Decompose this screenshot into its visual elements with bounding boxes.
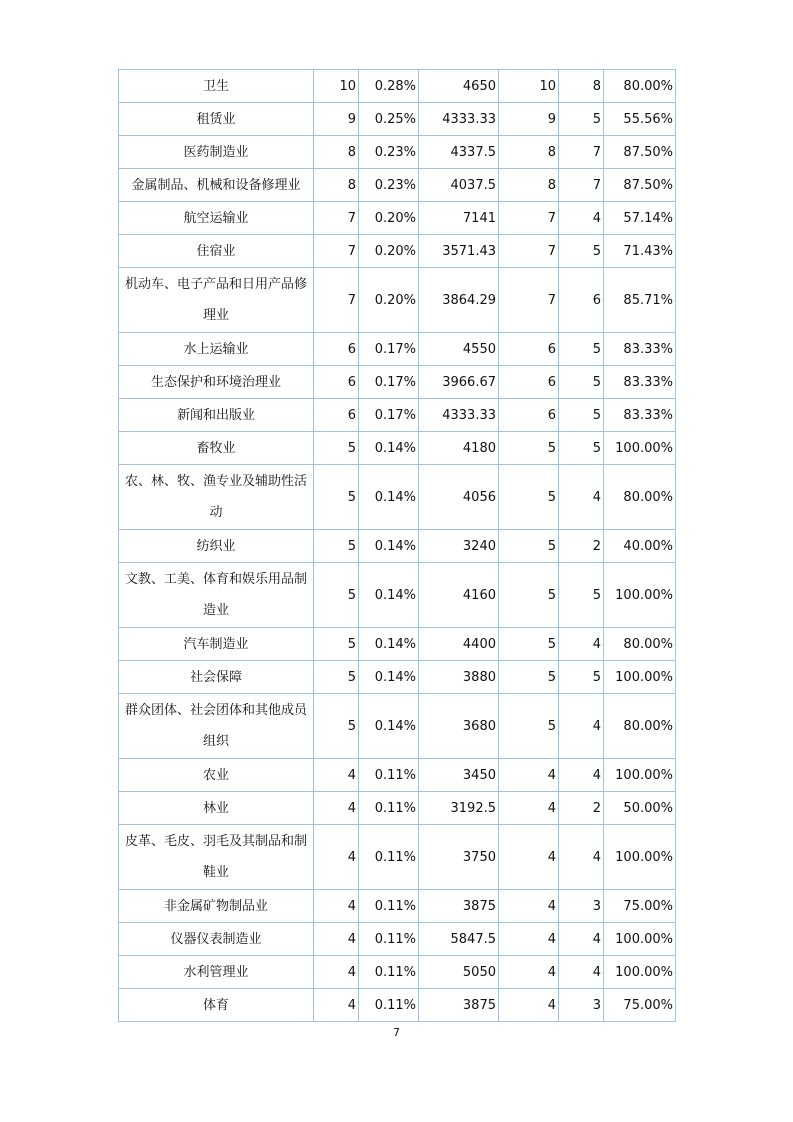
average-cell: 4160 <box>419 563 499 628</box>
n1-cell: 4 <box>499 989 559 1022</box>
share-cell: 0.17% <box>359 366 419 399</box>
share-cell: 0.14% <box>359 694 419 759</box>
table-row <box>119 628 676 661</box>
n2-cell: 2 <box>559 792 604 825</box>
n1-cell: 5 <box>499 661 559 694</box>
count-cell: 5 <box>314 530 359 563</box>
n1-cell: 5 <box>499 530 559 563</box>
industry-cell: 群众团体、社会团体和其他成员组织 <box>119 694 314 759</box>
rate-cell: 87.50% <box>604 136 676 169</box>
rate-cell: 80.00% <box>604 70 676 103</box>
rate-cell: 100.00% <box>604 661 676 694</box>
industry-cell: 新闻和出版业 <box>119 399 314 432</box>
industry-cell: 非金属矿物制品业 <box>119 890 314 923</box>
industry-cell: 文教、工美、体育和娱乐用品制造业 <box>119 563 314 628</box>
count-cell: 4 <box>314 890 359 923</box>
rate-cell: 50.00% <box>604 792 676 825</box>
share-cell: 0.11% <box>359 956 419 989</box>
n2-cell: 4 <box>559 628 604 661</box>
average-cell: 5847.5 <box>419 923 499 956</box>
table-row <box>119 989 676 1022</box>
average-cell: 4333.33 <box>419 399 499 432</box>
average-cell: 3875 <box>419 890 499 923</box>
n2-cell: 7 <box>559 169 604 202</box>
rate-cell: 57.14% <box>604 202 676 235</box>
share-cell: 0.11% <box>359 923 419 956</box>
average-cell: 3880 <box>419 661 499 694</box>
count-cell: 7 <box>314 235 359 268</box>
n2-cell: 5 <box>559 333 604 366</box>
n1-cell: 4 <box>499 759 559 792</box>
count-cell: 6 <box>314 333 359 366</box>
table-row <box>119 792 676 825</box>
average-cell: 3571.43 <box>419 235 499 268</box>
table-row <box>119 825 676 890</box>
share-cell: 0.14% <box>359 628 419 661</box>
n2-cell: 4 <box>559 694 604 759</box>
n2-cell: 4 <box>559 465 604 530</box>
industry-cell: 卫生 <box>119 70 314 103</box>
share-cell: 0.17% <box>359 333 419 366</box>
industry-cell: 社会保障 <box>119 661 314 694</box>
share-cell: 0.20% <box>359 235 419 268</box>
count-cell: 6 <box>314 366 359 399</box>
share-cell: 0.20% <box>359 268 419 333</box>
average-cell: 4037.5 <box>419 169 499 202</box>
count-cell: 5 <box>314 661 359 694</box>
table-row <box>119 890 676 923</box>
share-cell: 0.11% <box>359 759 419 792</box>
average-cell: 5050 <box>419 956 499 989</box>
n2-cell: 4 <box>559 825 604 890</box>
rate-cell: 100.00% <box>604 956 676 989</box>
industry-cell: 金属制品、机械和设备修理业 <box>119 169 314 202</box>
n1-cell: 4 <box>499 923 559 956</box>
rate-cell: 100.00% <box>604 563 676 628</box>
count-cell: 8 <box>314 136 359 169</box>
n1-cell: 5 <box>499 628 559 661</box>
n1-cell: 6 <box>499 366 559 399</box>
share-cell: 0.25% <box>359 103 419 136</box>
n2-cell: 5 <box>559 661 604 694</box>
average-cell: 4400 <box>419 628 499 661</box>
share-cell: 0.17% <box>359 399 419 432</box>
n1-cell: 8 <box>499 169 559 202</box>
industry-table <box>118 69 676 1022</box>
share-cell: 0.14% <box>359 465 419 530</box>
n1-cell: 9 <box>499 103 559 136</box>
industry-cell: 航空运输业 <box>119 202 314 235</box>
share-cell: 0.23% <box>359 169 419 202</box>
n1-cell: 4 <box>499 792 559 825</box>
table-row <box>119 136 676 169</box>
table-row <box>119 465 676 530</box>
rate-cell: 100.00% <box>604 825 676 890</box>
average-cell: 4056 <box>419 465 499 530</box>
n2-cell: 4 <box>559 202 604 235</box>
industry-cell: 农、林、牧、渔专业及辅助性活动 <box>119 465 314 530</box>
count-cell: 7 <box>314 268 359 333</box>
rate-cell: 40.00% <box>604 530 676 563</box>
n1-cell: 5 <box>499 465 559 530</box>
share-cell: 0.14% <box>359 661 419 694</box>
n1-cell: 7 <box>499 202 559 235</box>
average-cell: 4333.33 <box>419 103 499 136</box>
count-cell: 5 <box>314 563 359 628</box>
n2-cell: 3 <box>559 890 604 923</box>
industry-cell: 林业 <box>119 792 314 825</box>
rate-cell: 85.71% <box>604 268 676 333</box>
n1-cell: 7 <box>499 268 559 333</box>
table-row <box>119 759 676 792</box>
average-cell: 3450 <box>419 759 499 792</box>
rate-cell: 100.00% <box>604 923 676 956</box>
n2-cell: 4 <box>559 923 604 956</box>
table-row <box>119 333 676 366</box>
table-row <box>119 202 676 235</box>
n2-cell: 2 <box>559 530 604 563</box>
table-row <box>119 432 676 465</box>
average-cell: 3680 <box>419 694 499 759</box>
rate-cell: 87.50% <box>604 169 676 202</box>
industry-cell: 畜牧业 <box>119 432 314 465</box>
average-cell: 7141 <box>419 202 499 235</box>
average-cell: 4337.5 <box>419 136 499 169</box>
count-cell: 9 <box>314 103 359 136</box>
count-cell: 6 <box>314 399 359 432</box>
table-row <box>119 399 676 432</box>
count-cell: 4 <box>314 989 359 1022</box>
n1-cell: 4 <box>499 956 559 989</box>
n2-cell: 5 <box>559 235 604 268</box>
rate-cell: 100.00% <box>604 432 676 465</box>
industry-cell: 纺织业 <box>119 530 314 563</box>
industry-cell: 水上运输业 <box>119 333 314 366</box>
rate-cell: 80.00% <box>604 694 676 759</box>
share-cell: 0.11% <box>359 825 419 890</box>
count-cell: 5 <box>314 694 359 759</box>
industry-cell: 机动车、电子产品和日用产品修理业 <box>119 268 314 333</box>
average-cell: 4550 <box>419 333 499 366</box>
average-cell: 3875 <box>419 989 499 1022</box>
count-cell: 10 <box>314 70 359 103</box>
rate-cell: 80.00% <box>604 628 676 661</box>
industry-cell: 医药制造业 <box>119 136 314 169</box>
table-row <box>119 169 676 202</box>
table-row <box>119 956 676 989</box>
rate-cell: 71.43% <box>604 235 676 268</box>
industry-cell: 体育 <box>119 989 314 1022</box>
n1-cell: 10 <box>499 70 559 103</box>
rate-cell: 83.33% <box>604 366 676 399</box>
n2-cell: 3 <box>559 989 604 1022</box>
average-cell: 3864.29 <box>419 268 499 333</box>
table-row <box>119 70 676 103</box>
share-cell: 0.20% <box>359 202 419 235</box>
rate-cell: 83.33% <box>604 333 676 366</box>
table-row <box>119 563 676 628</box>
count-cell: 4 <box>314 825 359 890</box>
count-cell: 4 <box>314 792 359 825</box>
table-row <box>119 103 676 136</box>
rate-cell: 83.33% <box>604 399 676 432</box>
average-cell: 3192.5 <box>419 792 499 825</box>
table-row <box>119 235 676 268</box>
share-cell: 0.28% <box>359 70 419 103</box>
average-cell: 4180 <box>419 432 499 465</box>
industry-cell: 生态保护和环境治理业 <box>119 366 314 399</box>
table-body <box>119 70 676 1022</box>
industry-cell: 汽车制造业 <box>119 628 314 661</box>
average-cell: 3240 <box>419 530 499 563</box>
industry-cell: 农业 <box>119 759 314 792</box>
page-number: 7 <box>393 1026 400 1039</box>
table-row <box>119 366 676 399</box>
n2-cell: 4 <box>559 956 604 989</box>
table-row <box>119 268 676 333</box>
n2-cell: 5 <box>559 366 604 399</box>
n1-cell: 4 <box>499 890 559 923</box>
count-cell: 5 <box>314 432 359 465</box>
count-cell: 4 <box>314 956 359 989</box>
count-cell: 4 <box>314 923 359 956</box>
n1-cell: 4 <box>499 825 559 890</box>
count-cell: 8 <box>314 169 359 202</box>
n1-cell: 6 <box>499 333 559 366</box>
n2-cell: 5 <box>559 103 604 136</box>
n1-cell: 5 <box>499 432 559 465</box>
rate-cell: 55.56% <box>604 103 676 136</box>
share-cell: 0.11% <box>359 989 419 1022</box>
n2-cell: 5 <box>559 432 604 465</box>
n2-cell: 4 <box>559 759 604 792</box>
industry-cell: 水利管理业 <box>119 956 314 989</box>
share-cell: 0.11% <box>359 890 419 923</box>
average-cell: 4650 <box>419 70 499 103</box>
n2-cell: 5 <box>559 563 604 628</box>
rate-cell: 75.00% <box>604 989 676 1022</box>
share-cell: 0.14% <box>359 563 419 628</box>
count-cell: 5 <box>314 465 359 530</box>
industry-cell: 住宿业 <box>119 235 314 268</box>
average-cell: 3750 <box>419 825 499 890</box>
n2-cell: 7 <box>559 136 604 169</box>
share-cell: 0.14% <box>359 432 419 465</box>
n2-cell: 8 <box>559 70 604 103</box>
n2-cell: 5 <box>559 399 604 432</box>
n1-cell: 7 <box>499 235 559 268</box>
share-cell: 0.14% <box>359 530 419 563</box>
rate-cell: 75.00% <box>604 890 676 923</box>
table-row <box>119 694 676 759</box>
n2-cell: 6 <box>559 268 604 333</box>
table-row <box>119 923 676 956</box>
n1-cell: 5 <box>499 694 559 759</box>
n1-cell: 8 <box>499 136 559 169</box>
n1-cell: 5 <box>499 563 559 628</box>
industry-cell: 仪器仪表制造业 <box>119 923 314 956</box>
count-cell: 5 <box>314 628 359 661</box>
share-cell: 0.23% <box>359 136 419 169</box>
count-cell: 4 <box>314 759 359 792</box>
average-cell: 3966.67 <box>419 366 499 399</box>
rate-cell: 80.00% <box>604 465 676 530</box>
share-cell: 0.11% <box>359 792 419 825</box>
industry-cell: 皮革、毛皮、羽毛及其制品和制鞋业 <box>119 825 314 890</box>
count-cell: 7 <box>314 202 359 235</box>
n1-cell: 6 <box>499 399 559 432</box>
industry-cell: 租赁业 <box>119 103 314 136</box>
table-row <box>119 530 676 563</box>
rate-cell: 100.00% <box>604 759 676 792</box>
table-row <box>119 661 676 694</box>
